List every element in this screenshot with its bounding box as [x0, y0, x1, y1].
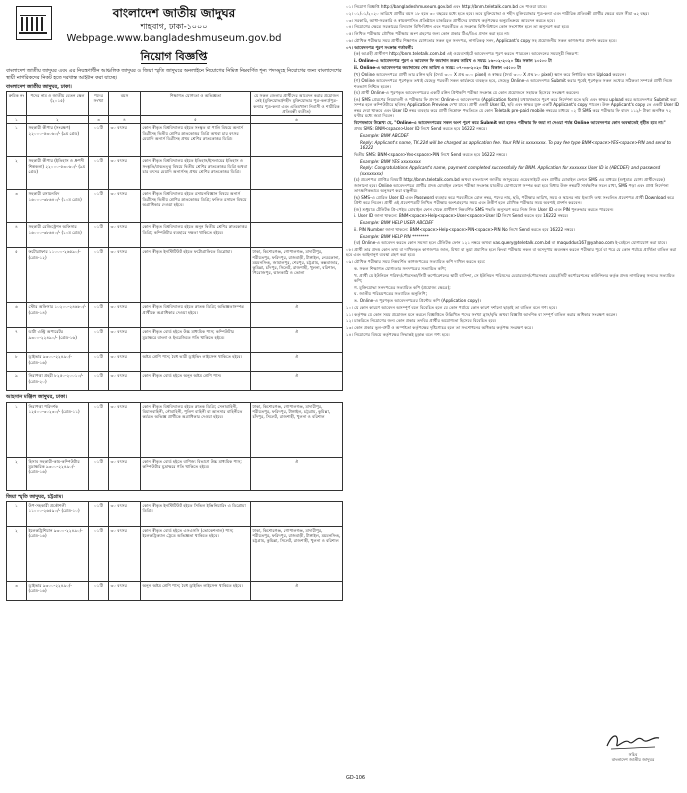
sms-instruction: প্রথম SMS: BNM<space>User ID লিখে Send করতে হবে 16222 নম্বরে। [354, 126, 487, 132]
online-instruction: (ক) আগ্রহী প্রার্থীগণ http://bnm.teletalk.com.bd এই ওয়েবসাইটে আবেদনপত্র পূরণ করতে পারবেন। আবেদনের সময়সূচী নিম্নরূপ: [354, 51, 579, 57]
online-instruction: (ঘ) প্রার্থী Online-এ পূরণকৃত আবেদনপত্রের একটি রঙ্গিন প্রিন্টকপি পরীক্ষা সংক্রান্ত যে কোন প্রয়োজনে সহায়ক হিসেবে সংরক্ষণ করবেন। [354, 90, 580, 96]
cell-district: ঐ [251, 303, 343, 328]
table-row [7, 457, 343, 490]
cell-sl: ৫ [7, 248, 27, 303]
signature-image [593, 730, 673, 752]
online-instruction: i. Online-এ আবেদনপত্র পূরণ ও আবেদন ফি জমাদান শুরুর তারিখ ও সময়: ১৬-০২-২০২০ খ্রিঃ সকাল ১০:০০ টা [354, 58, 552, 63]
condition-item: ০৭। আবেদনপত্র পূরণ সংক্রান্ত শর্তাবলী: [346, 44, 414, 50]
cell-age: ৩০ বৎসর [109, 581, 141, 600]
column-number-row [7, 116, 343, 124]
cell-post: উপ-সহকারী প্রকৌশলী ১১০০০-২৬৫৯০/- (গ্রেড-১০) [27, 501, 89, 526]
cell-count: ০১টি [89, 402, 109, 457]
cell-age: ৩০ বৎসর [109, 402, 141, 457]
cell-age: ৩০ বৎসর [109, 190, 141, 223]
condition-item: ০৫। লিখিত পরীক্ষায় মৌখিক পরীক্ষায় অংশ গ্রহণের জন্য কোন প্রকার টিএ/ডিএ প্রদান করা হবে না। [346, 31, 510, 36]
cell-count: ০১টি [89, 372, 109, 391]
posts-table-zia-memorial [6, 501, 343, 601]
col-number: ৫ [141, 116, 251, 124]
online-instruction: (খ) Online আবেদনপত্রে প্রার্থী তার রঙ্গিন ছবি (দৈর্ঘ্য ৩০০ X প্রস্থ ৩০০ pixel) ও স্বাক্ষর (দৈর্ঘ্য ৩০০ X প্রস্থ ৮০ pixel) স্ক্যান করে নির্ধারিত স্থানে Upload করবেন। [354, 71, 626, 77]
cell-post: ফটোগ্রাফার ১১০০০-২৬৫৯০/- (গ্রেড-১২) [27, 248, 89, 303]
col-number: ৬ [251, 116, 343, 124]
right-column [346, 4, 680, 339]
cell-district: ঢাকা, কিশোরগঞ্জ, গোপালগঞ্জ, মাদারীপুর, শরীয়তপুর, ফরিদপুর, রাজবাড়ী, টাঙ্গাইল, ময়মনসিংহ, চট্টগ্রাম, কুমিল্লা, সিলেট, রাজশাহী, খুলনা ও বরিশাল [251, 526, 343, 581]
document-item: ঘ. জাতীয় পরিচয়পত্রের সত্যায়িত অনুলিপি; [354, 291, 428, 297]
table-header-row [7, 92, 343, 116]
condition-item: ০৬। মৌখিক পরীক্ষার সময় প্রার্থীর শিক্ষাগত যোগ্যতার সকল মূল সনদপত্র, নাগরিকত্ব সনদ, Applicant's copy সহ প্রয়োজনীয় সকল কাগজপত্র প্রদর্শন করতে হবে। [346, 37, 617, 43]
museum-logo [16, 6, 52, 40]
condition-item: ১৪। নিয়োগের বিষয়ে কর্তৃপক্ষের সিদ্ধান্তই চূড়ান্ত বলে গণ্য হবে। [346, 331, 450, 337]
condition-item: ০১। নিয়োগ বিজ্ঞপ্তি http://bangladeshmuseum.gov.bd এবং http://bnm.teletalk.com.bd তে পাওয়া যাবে। [346, 4, 547, 9]
cell-sl: ৮ [7, 353, 27, 372]
cell-district: ঐ [251, 581, 343, 600]
document-item: গ. মুক্তিযোদ্ধা সনদপত্রের সত্যায়িত কপি (প্রযোজ্য ক্ষেত্রে); [354, 284, 451, 290]
cell-post: ইলেকট্রিশিয়ান ৯৩০০-২২৪৯০/- (গ্রেড-১৬) [27, 526, 89, 581]
cell-edu: কোন স্বীকৃত ইনস্টিটিউট হইতে সিভিল ইঞ্জিনিয়ারিং এ ডিপ্লোমা ডিগ্রি। [141, 501, 251, 526]
cell-edu: অনূন অষ্টম শ্রেণি পাস; বৈধ ড্রাইভিং লাইসেন্স থাকিতে হইবে। [141, 581, 251, 600]
sms-instruction: ii. PIN Number জানা থাকলে: BNM<space>Help<space>PIN<space>PIN No লিখে Send করতে হবে 16222 নম্বরে। [354, 226, 575, 232]
cell-age: ৩০ বৎসর [109, 353, 141, 372]
cell-count: ০১টি [89, 248, 109, 303]
section-title: জিয়া স্মৃতি জাদুঘর, চট্টগ্রাম। [6, 493, 64, 500]
notice-title: নিয়োগ বিজ্ঞপ্তি [140, 49, 208, 63]
cell-sl: ৬ [7, 303, 27, 328]
sms-reply: Reply: Congratulations Applicant's name, payment completed successfully for BNM. Application for xxxxxxx User ID is (ABCDEF) and password (xxxxxxxx) [360, 165, 661, 176]
online-instruction: (ছ) SMS-এ প্রেরিত User ID এবং Password ব্যবহার করে পরবর্তীতে রোল নম্বর, পদের নাম, ছবি, পরীক্ষার তারিখ, সময় ও স্থানের নাম ইত্যাদি তথ্য সংবলিত প্রবেশপত্র প্রার্থী Download করে প্রিন্ট করে নিবেন। প্রার্থী এই প্রবেশপত্রটি লিখিত পরীক্ষায় অংশগ্রহণের সময় এবং উত্তীর্ণ হলে মৌখিক পরীক্ষার সময় অবশ্যই প্রদর্শন করবেন। [354, 194, 675, 205]
table-row [7, 353, 343, 372]
section-title: আহসান মঞ্জিল জাদুঘর, ঢাকা। [6, 394, 67, 401]
signatory-title: সচিব [628, 752, 638, 757]
document-code: GD-106 [346, 775, 366, 781]
cell-count: ০১টি [89, 457, 109, 490]
org-name: বাংলাদেশ জাতীয় জাদুঘর [112, 6, 236, 20]
condition-item: ১৩। কোন প্রকার ভুল-ত্রুটি ও অস্পষ্টতা কর্তৃপক্ষের দৃষ্টিগোচর হলে তা সংশোধনের অধিকার কর্তৃপক্ষ সংরক্ষণ করে। [346, 325, 533, 330]
col-edu: শিক্ষাগত যোগ্যতা ও অভিজ্ঞতা [141, 92, 251, 116]
table-row [7, 303, 343, 328]
cell-sl: ১ [7, 124, 27, 157]
cell-sl: ১ [7, 402, 27, 457]
cell-age: ৩০ বৎসর [109, 526, 141, 581]
cell-age: ৩০ বৎসর [109, 157, 141, 190]
cell-edu: কোন স্বীকৃত বোর্ড হইতে অনূন অষ্টম শ্রেণি পাস। [141, 372, 251, 391]
cell-edu: কোন স্বীকৃত বিশ্ববিদ্যালয় হইতে স্নাতক ডিগ্রি; অভিজ্ঞতাসম্পন্ন প্রার্থীকে অগ্রাধিকার দেওয়া হইবে। [141, 303, 251, 328]
cell-count: ০১টি [89, 501, 109, 526]
cell-sl: ৩ [7, 190, 27, 223]
condition-item: ১১। কর্তৃপক্ষ যে কোন সময় প্রয়োজন মনে করলে বিজ্ঞপ্তিতে উল্লিখিত পদের সংখ্যা হ্রাস/বৃদ্ধি অথবা বিজ্ঞপ্তি আংশিক বা সম্পূর্ণ বাতিল করার অধিকার সংরক্ষণ করেন। [346, 311, 617, 317]
col-number: ৪ [109, 116, 141, 124]
cell-post: ডাটা এন্ট্রি অপারেটর ৯৩০০-২২৪৯০/- (গ্রেড-১৬) [27, 328, 89, 353]
online-instruction: (গ) Online আবেদনপত্রে পূরণকৃত তথ্যই যেহেতু পরবর্তী সকল কার্যক্রমে ব্যবহৃত হবে, সেহেতু Online-এ আবেদনপত্র Submit করার পূর্বেই পূরণকৃত সকল তথ্যের সঠিকতা সম্পর্কে প্রার্থী নিজে শতভাগ নিশ্চিত হবেন। [354, 78, 673, 89]
table-row [7, 190, 343, 223]
cell-post: সহকারী কীপার (ইতিহাস ও ধ্রুপদী শিল্পকলা) ২২০০০-৫৩০৬০/- (৯ম গ্রেড) [27, 157, 89, 190]
table-row [7, 372, 343, 391]
col-count: পদের সংখ্যা [89, 92, 109, 116]
document-item: ঙ. Online-এ পূরণকৃত আবেদনপত্রের প্রিন্টেড কপি (Application copy)। [354, 298, 481, 303]
cell-sl: ৯ [7, 372, 27, 391]
cell-age: ৩০ বৎসর [109, 501, 141, 526]
table-row [7, 501, 343, 526]
cell-post: সহকারী রেজিস্ট্রেশন অফিসার ১৬০০০-৩৮৬৪০/- (১০ম গ্রেড) [27, 223, 89, 248]
section-title: বাংলাদেশ জাতীয় জাদুঘর, ঢাকা। [6, 83, 72, 90]
table-row [7, 328, 343, 353]
cell-age: ৩০ বৎসর [109, 372, 141, 391]
cell-post: ড্রাইভার ৯৩০০-২২৪৯০/- (গ্রেড-১৬) [27, 353, 89, 372]
sms-example: Example: BNM HELP PIN ******** [360, 233, 429, 239]
cell-district: ঐ [251, 372, 343, 391]
cell-count: ০১টি [89, 526, 109, 581]
cell-count: ০১টি [89, 303, 109, 328]
col-number: ১ [7, 116, 27, 124]
cell-post: ড্রাইভার ৯৩০০-২২৪৯০/- (গ্রেড-১৬) [27, 581, 89, 600]
online-instruction: বিশেষভাবে উল্লেখ্য যে, "Online-এ আবেদনপত্রের সকল অংশ পূরণ করে Submit করা হলেও পরীক্ষার ফি জমা না দেওয়া পর্যন্ত Online আবেদনপত্র কোন অবস্থাতেই গৃহীত হবে না।" [354, 119, 666, 125]
cell-age: ৩০ বৎসর [109, 328, 141, 353]
cell-post: সহকারী কীপার (সংরক্ষণ) ২২০০০-৫৩০৬০/- (৯ম গ্রেড) [27, 124, 89, 157]
cell-district: ঐ [251, 457, 343, 490]
condition-item: ০৩। সরকারি, আধা-সরকারি ও স্বায়ত্তশাসিত প্রতিষ্ঠানে চাকরিরত প্রার্থীদের যথাযথ কর্তৃপক্ষের অনুমতিক্রমে আবেদন করতে হবে। [346, 17, 555, 23]
cell-count: ০১টি [89, 223, 109, 248]
cell-edu: কোন স্বীকৃত বিশ্ববিদ্যালয় হইতে ইতিহাস/ইসলামের ইতিহাস ও সংস্কৃতি/প্রত্নতত্ত্ব বিষয়ে দ্বিতীয় শ্রেণির স্নাতকোত্তর ডিগ্রি অথবা চার বৎসর মেয়াদি অনার্সসহ প্রথম শ্রেণির স্নাতকোত্তর ডিগ্রি। [141, 157, 251, 190]
cell-post: হিসাব সহকারী-কাম-কম্পিউটার মুদ্রাক্ষরিক ৯৩০০-২২৪৯০/- (গ্রেড-১৬) [27, 457, 89, 490]
table-row [7, 581, 343, 600]
cell-district [251, 190, 343, 223]
condition-item: ১০। যে কোন কারণে আবেদন অসম্পূর্ণ বলে বিবেচিত হলে যে কোন পর্যায়ে কোন কারণ দর্শানো ছাড়াই তা বাতিল বলে গণ্য হবে। [346, 304, 557, 310]
condition-item: ০২। ০১/০১/২০২০ তারিখে প্রার্থীর বয়স ১৮ হতে ৩০ বছরের মধ্যে হতে হবে। তবে মুক্তিযোদ্ধা ও শহীদ মুক্তিযোদ্ধার পুত্র-কন্যা এবং শারীরিক প্রতিবন্ধী প্রার্থীর ক্ষেত্রে বয়স সীমা ৩২ বছর। [346, 10, 650, 16]
cell-sl: ২ [7, 457, 27, 490]
cell-count: ০১টি [89, 353, 109, 372]
cell-edu: কোন স্বীকৃত বিশ্ববিদ্যালয় হইতে স্নাতক ডিগ্রি; সেনাবাহিনী, বিমানবাহিনী, নৌবাহিনী, পুলিশ বাহিনী বা আনসার বাহিনীতে কর্মরত অভিজ্ঞ প্রার্থীকে অগ্রাধিকার দেওয়া হইবে। [141, 402, 251, 457]
cell-post: সহকারী রসায়নবিদ ১৬০০০-৩৮৬৪০/- (১০ম গ্রেড) [27, 190, 89, 223]
cell-count: ০১টি [89, 581, 109, 600]
posts-table-national [6, 91, 343, 391]
condition-item: ০৮। প্রার্থী তার প্রদত্ত কোন তথ্য বা দাখিলকৃত কাগজপত্র জাল, মিথ্যা বা ভুয়া প্রমাণিত হলে কিংবা পরীক্ষায় নকল বা অসদুপায় অবলম্বন করলে পরীক্ষার পূর্বে বা পরে যে কোন পর্যায়ে প্রার্থিতা বাতিল করা হবে এবং আইনানুগ ব্যবস্থা গ্রহণ করা হবে। [346, 247, 677, 258]
table-row [7, 124, 343, 157]
cell-age: ৩০ বৎসর [109, 248, 141, 303]
col-post: পদের নাম ও জাতীয় বেতন স্কেল (২০১৫) [27, 92, 89, 116]
cell-district [251, 223, 343, 248]
signatory-org: বাংলাদেশ জাতীয় জাদুঘর [611, 757, 655, 763]
cell-district [251, 501, 343, 526]
cell-sl: ২ [7, 526, 27, 581]
cell-edu: অষ্টম শ্রেণি পাস; বৈধ ভারী ড্রাইভিং লাইসেন্স থাকিতে হইবে। [141, 353, 251, 372]
condition-item: ১২। চাকরিতে নিয়োগের জন্য কোন প্রকার তদবির প্রার্থীর অযোগ্যতা হিসেবে বিবেচিত হবে। [346, 318, 497, 324]
cell-count: ০১টি [89, 190, 109, 223]
cell-post: নিরাপত্তা প্রহরী ৮২৫০-২০০১০/- (গ্রেড-২০) [27, 372, 89, 391]
condition-item: ০৯। মৌখিক পরীক্ষার সময় নিম্নবর্ণিত কাগজপত্রের সত্যায়িত কপি দাখিল করতে হবে: [346, 259, 486, 264]
table-row [7, 157, 343, 190]
cell-post: নিরাপত্তা পরিদর্শক ১২৫০০-৩০২৩০/- (গ্রেড-১১) [27, 402, 89, 457]
table-row [7, 248, 343, 303]
sms-example: Example: BNM ABCDEF [360, 133, 409, 138]
cell-age: ৩০ বৎসর [109, 303, 141, 328]
cell-count: ০১টি [89, 124, 109, 157]
cell-district: ঢাকা, কিশোরগঞ্জ, গোপালগঞ্জ, মাদারীপুর, শরীয়তপুর, ফরিদপুর, টাঙ্গাইল, চট্টগ্রাম, কুমিল্লা, চাঁদপুর, সিলেট, রাজশাহী, খুলনা ও বরিশাল [251, 402, 343, 457]
cell-sl: ২ [7, 157, 27, 190]
online-instruction: (ঙ) SMS প্রেরণের নিয়মাবলী ও পরীক্ষার ফি প্রদান: Online-এ আবেদনপত্র (Application form) যথাযথভাবে পূরণ করে নির্দেশনা মতে ছবি এবং স্বাক্ষর upload করে আবেদনপত্র Submit করা সম্পন্ন হলে কম্পিউটারে ছবিসহ Application Preview দেখা যাবে। প্রার্থী একটি User ID, ছবি এবং স্বাক্ষর যুক্ত একটি Applicant's copy পাবেন। উক্ত Applicant's copy তে একটি User ID নম্বর দেয়া থাকবে এবং User ID নম্বর ব্যবহার করে প্রার্থী নিম্নোক্ত পদ্ধতিতে যে কোন Teletalk pre-paid mobile নম্বরের মাধ্যমে ০২ টি SMS করে পরীক্ষার ফি বাবদ ১১২/- টাকা অনধিক ৭২ ঘণ্টার মধ্যে জমা দিবেন। [354, 97, 680, 118]
cell-count: ০১টি [89, 328, 109, 353]
cell-sl: ১ [7, 501, 27, 526]
table-row [7, 223, 343, 248]
col-sl: ক্রমিক নং [7, 92, 27, 116]
document-item: খ. প্রার্থী যে ইউনিয়ন পরিষদ/পৌরসভা/সিটি কর্পোরেশনের স্থায়ী বাসিন্দা, সে ইউনিয়ন পরিষদের চেয়ারম্যান/পৌরসভার মেয়র/সিটি কর্পোরেশনের কাউন্সিলর কর্তৃক প্রদত্ত নাগরিকত্ব সনদের সত্যায়িত কপি; [354, 272, 675, 283]
cell-count: ০১টি [89, 157, 109, 190]
col-age: বয়স [109, 92, 141, 116]
cell-post: স্টোর অফিসার ১০২০০-২৪৬৮০/- (গ্রেড-১৪) [27, 303, 89, 328]
online-instruction: (চ) প্রবেশপত্র প্রাপ্তির বিষয়টি http://bnm.teletalk.com.bd অথবা বাংলাদেশ জাতীয় জাদুঘরের ওয়েবসাইটে এবং প্রার্থীর মোবাইল ফোনে SMS এর মাধ্যমে (শুধুমাত্র যোগ্য প্রার্থীদেরকে) জানানো হবে। Online আবেদনপত্রে প্রার্থীর প্রদত্ত মোবাইল ফোনে পরীক্ষা সংক্রান্ত যাবতীয় যোগাযোগ সম্পন্ন করা হবে বিধায় উক্ত নম্বরটি সার্বক্ষণিক সচল রাখা, SMS পড়া এবং প্রাপ্ত নির্দেশনা তাৎক্ষণিকভাবে অনুসরণ করা বাঞ্ছনীয়। [354, 177, 669, 193]
cell-district: ঢাকা, কিশোরগঞ্জ, গোপালগঞ্জ, মাদারীপুর, শরীয়তপুর, ফরিদপুর, রাজবাড়ী, টাঙ্গাইল, নেত্রকোনা, ময়মনসিংহ, জামালপুর, শেরপুর, চট্টগ্রাম, কক্সবাজার, কুমিল্লা, চাঁদপুর, সিলেট, রাজশাহী, খুলনা, বরিশাল, পিরোজপুর, ঝালকাঠি ও ভোলা [251, 248, 343, 303]
table-row [7, 402, 343, 457]
condition-item: ০৪। নিয়োগের ক্ষেত্রে সরকারের বিদ্যমান বিধি-বিধান এবং পরবর্তীতে এ সংক্রান্ত বিধি-বিধানে কোন সংশোধন হলে তা অনুসরণ করা হবে। [346, 24, 570, 30]
intro-text: বাংলাদেশ জাতীয় জাদুঘর এবং এর নিয়ন্ত্রণাধীন আঞ্চলিক জাদুঘর ও জিয়া স্মৃতি জাদুঘরে অনলাইনে নিয়োগের নিমিত্ত নিম্নবর্ণিত শূন্য পদসমূহে নিয়োগের জন্য বাংলাদেশের স্থায়ী নাগরিকদের নিকট হতে দরখাস্ত আহ্বান করা যাচ্ছে। [6, 68, 342, 81]
sms-example: Example: BNM HELP USER ABCDEF [360, 220, 434, 225]
left-column [6, 4, 342, 601]
posts-table-ahsan-manzil [6, 402, 343, 491]
cell-edu: কোন স্বীকৃত বোর্ড হইতে উচ্চ মাধ্যমিক পাস; কম্পিউটার মুদ্রাক্ষরে বাংলা ও ইংরেজিতে গতি থাকিতে হইবে। [141, 328, 251, 353]
online-instruction: ii. Online-এ আবেদনপত্র জমাদানের শেষ তারিখ ও সময়: ০৭-০৩-২০২০ খ্রিঃ বিকাল ০৫:০০ টা [354, 64, 521, 70]
cell-sl: ৩ [7, 581, 27, 600]
sms-reply: Reply: Applicant's name, TK.224 will be charged as application fee. Your PIN is xxxxxxxx. To pay fee type BNM<space>YES<space>PIN and send to 16222 [360, 139, 671, 150]
org-address: শাহবাগ, ঢাকা-১০০০ [140, 22, 208, 31]
cell-sl: ৪ [7, 223, 27, 248]
notice-header [6, 6, 342, 64]
online-instruction: (জ) শুধুমাত্র টেলিটক প্রি-পেইড মোবাইল ফোন থেকে প্রার্থীগণ নিম্নবর্ণিত SMS পদ্ধতি অনুসরণ করে নিজ নিজ User ID এবং PIN পুনরুদ্ধার করতে পারবেন। [354, 206, 614, 212]
org-website: Webpage.www.bangladeshmuseum.gov.bd [66, 33, 282, 44]
cell-sl: ৭ [7, 328, 27, 353]
sms-instruction: দ্বিতীয় SMS: BNM<space>Yes<space>PIN লিখে Send করতে হবে 16222 নম্বরে। [354, 151, 507, 157]
cell-edu: কোন স্বীকৃত বোর্ড হইতে বাণিজ্য বিভাগে উচ্চ মাধ্যমিক পাস; কম্পিউটার মুদ্রাক্ষরে গতি থাকিতে হইবে। [141, 457, 251, 490]
col-district: যে সকল জেলার প্রার্থীদের আবেদন করার প্রয়োজন নেই (মুক্তিযোদ্ধা/শহীদ মুক্তিযোদ্ধার পুত্র-কন্যা/পুত্র-কন্যার পুত্র-কন্যা এবং এতিমখানা নিবাসী ও শারীরিক প্রতিবন্ধী ব্যতীত) [251, 92, 343, 116]
cell-district: ঐ [251, 353, 343, 372]
document-item: ক. সকল শিক্ষাগত যোগ্যতার সনদপত্রের সত্যায়িত কপি; [354, 265, 447, 271]
cell-age: ৩০ বৎসর [109, 457, 141, 490]
sms-instruction: i. User ID জানা থাকলে: BNM<space>Help<space>User<space>User ID লিখে Send করতে হবে 16222 নম্বরে। [354, 213, 569, 219]
cell-edu: কোন স্বীকৃত বিশ্ববিদ্যালয় হইতে রসায়নবিজ্ঞান বিষয়ে অনার্স ডিগ্রীসহ দ্বিতীয় শ্রেণির স্নাতকোত্তর ডিগ্রি; ফলিত রসায়ন বিষয়ে অগ্রাধিকার দেওয়া হইবে। [141, 190, 251, 223]
online-instruction: (ঝ) Online-এ আবেদন করতে কোন সমস্যা হলে টেলিটক ফোন ১২১ নম্বরে অথবা vas.query@teletalk.com.bd বা maquddus167@yahoo.com ই-মেইলে যোগাযোগ করা যাবে। [354, 240, 667, 246]
cell-district [251, 157, 343, 190]
cell-district [251, 124, 343, 157]
cell-age: ৩০ বৎসর [109, 223, 141, 248]
cell-district: ঐ [251, 328, 343, 353]
cell-edu: কোন স্বীকৃত বোর্ড হইতে এসএসসি (ভোকেশনাল) পাস; ইলেকট্রিক্যাল ট্রেডে অভিজ্ঞতা থাকিতে হইবে। [141, 526, 251, 581]
signature-block [593, 730, 673, 763]
cell-edu: কোন স্বীকৃত বিশ্ববিদ্যালয় হইতে অনূন দ্বিতীয় শ্রেণির স্নাতকোত্তর ডিগ্রি; কম্পিউটার ব্যবহারে দক্ষতা থাকিতে হইবে। [141, 223, 251, 248]
cell-edu: কোন স্বীকৃত ইনস্টিটিউট হইতে ফটোগ্রাফিতে ডিপ্লোমা। [141, 248, 251, 303]
cell-edu: কোন স্বীকৃত বিশ্ববিদ্যালয় হইতে সংস্কৃত বা পালি বিষয়ে অনার্স ডিগ্রীসহ দ্বিতীয় শ্রেণির স্নাতকোত্তর ডিগ্রি অথবা চার বৎসর মেয়াদি অনার্স ডিগ্রীসহ প্রথম শ্রেণির স্নাতকোত্তর ডিগ্রি। [141, 124, 251, 157]
col-number: ৩ [89, 116, 109, 124]
table-row [7, 526, 343, 581]
sms-example: Example: BNM YES xxxxxxxx [360, 158, 421, 164]
col-number: ২ [27, 116, 89, 124]
cell-age: ৩০ বৎসর [109, 124, 141, 157]
